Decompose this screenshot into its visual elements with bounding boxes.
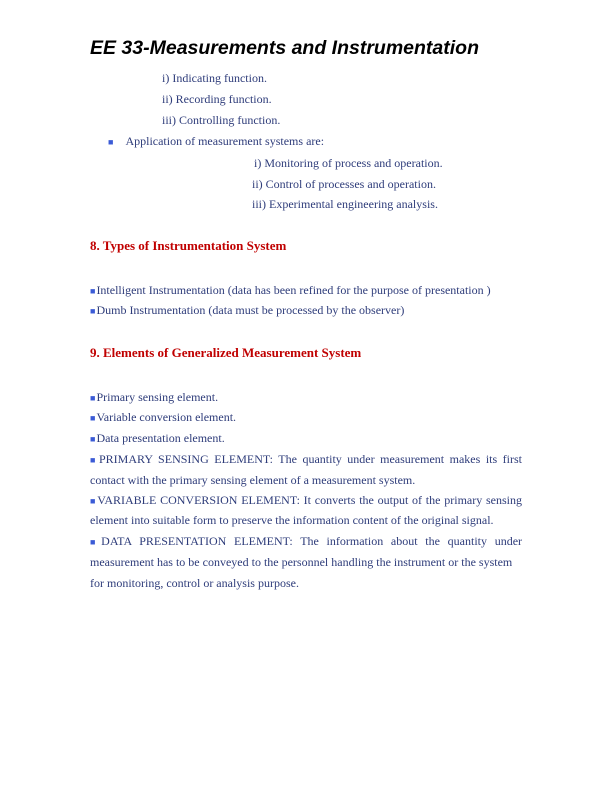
function-item: ii) Recording function. [162, 92, 272, 106]
application-item: i) Monitoring of process and operation. [254, 156, 443, 170]
paragraph-line: contact with the primary sensing element of a measurement system. [90, 473, 416, 487]
line-text: PRIMARY SENSING ELEMENT: The quantity under measurement makes its first [98, 452, 523, 466]
item-text: Variable conversion element. [96, 410, 237, 424]
item-text: Dumb Instrumentation (data must be processed by the observer) [96, 303, 405, 317]
page-title: EE 33-Measurements and Instrumentation [90, 37, 480, 59]
item-text: Primary sensing element. [96, 390, 219, 404]
section-heading: 9. Elements of Generalized Measurement System [90, 345, 362, 360]
paragraph-line [90, 534, 522, 549]
function-item: i) Indicating function. [162, 71, 267, 85]
square-bullet-icon: ■ [108, 137, 114, 147]
square-bullet-icon: ■ [90, 393, 96, 403]
bullet-item [108, 134, 324, 149]
square-bullet-icon: ■ [90, 413, 96, 423]
bullet-item [90, 410, 236, 425]
square-bullet-icon: ■ [90, 455, 98, 465]
paragraph-line: measurement has to be conveyed to the personnel handling the instrument or the system [90, 555, 513, 569]
section-heading: 8. Types of Instrumentation System [90, 238, 287, 253]
paragraph-line [90, 493, 522, 508]
applications-heading: Application of measurement systems are: [125, 134, 325, 148]
square-bullet-icon: ■ [90, 496, 97, 506]
line-text: VARIABLE CONVERSION ELEMENT: It converts the output of the primary sensing [97, 493, 522, 507]
bullet-item [90, 283, 491, 298]
paragraph-line [90, 452, 522, 467]
paragraph-line: for monitoring, control or analysis purpose. [90, 576, 299, 590]
bullet-item [90, 390, 218, 405]
square-bullet-icon: ■ [90, 306, 96, 316]
item-text: Data presentation element. [96, 431, 225, 445]
function-item: iii) Controlling function. [162, 113, 281, 127]
application-item: ii) Control of processes and operation. [252, 177, 436, 191]
bullet-item [90, 431, 225, 446]
square-bullet-icon: ■ [90, 434, 96, 444]
square-bullet-icon: ■ [90, 537, 101, 547]
line-text: DATA PRESENTATION ELEMENT: The information about the quantity under [101, 534, 523, 548]
application-item: iii) Experimental engineering analysis. [252, 197, 438, 211]
paragraph-line: element into suitable form to preserve the information content of the original signal. [90, 513, 494, 527]
square-bullet-icon: ■ [90, 286, 96, 296]
bullet-item [90, 303, 404, 318]
item-text: Intelligent Instrumentation (data has been refined for the purpose of presentation ) [96, 283, 491, 297]
